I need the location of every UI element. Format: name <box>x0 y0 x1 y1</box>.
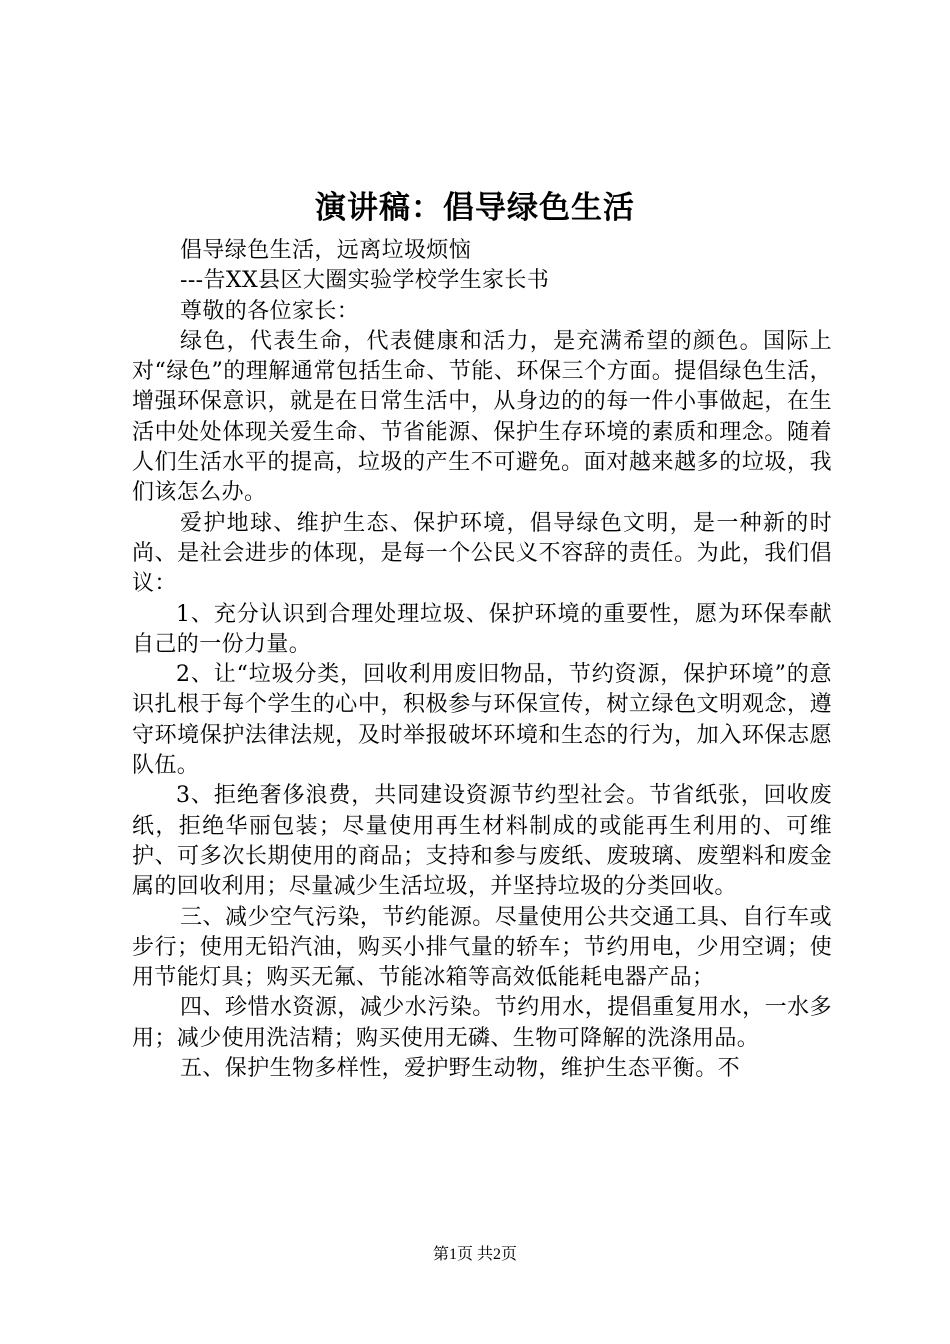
paragraph-heading-line: 倡导绿色生活，远离垃圾烦恼 <box>180 238 472 263</box>
page-footer: 第1页 共2页 <box>432 1246 517 1263</box>
document-title: 演讲稿：倡导绿色生活 <box>315 190 635 226</box>
paragraph-proposal: 爱护地球、维护生态、保护环境，倡导绿色文明，是一种新的时尚、是社会进步的体现，是每一个公民义不容辞的责任。为此，我们倡议： <box>132 510 832 597</box>
paragraph-item-3: 3、拒绝奢侈浪费，共同建设资源节约型社会。节省纸张，回收废纸，拒绝华丽包装；尽量使用再生材料制成的或能再生利用的、可维护、可多次长期使用的商品；支持和参与废纸、废玻璃、废塑料和废金属的回收利用；尽量减少生活垃圾，并坚持垃圾的分类回收。 <box>132 783 832 900</box>
paragraph-item-three: 三、减少空气污染，节约能源。尽量使用公共交通工具、自行车或步行；使用无铅汽油，购买小排气量的轿车；节约用电，少用空调；使用节能灯具；购买无氟、节能冰箱等高效低能耗电器产品； <box>132 904 832 991</box>
paragraph-salutation: 尊敬的各位家长： <box>180 298 360 324</box>
paragraph-intro: 绿色，代表生命，代表健康和活力，是充满希望的颜色。国际上对“绿色”的理解通常包括生命、节能、环保三个方面。提倡绿色生活，增强环保意识，就是在日常生活中，从身边的的每一件小事做起，在生活中处处体现关爱生命、节省能源、保护生存环境的素质和理念。随着人们生活水平的提高，垃圾的产生不可避免。面对越来越多的垃圾，我们该怎么办。 <box>132 328 832 506</box>
paragraph-item-five: 五、保护生物多样性，爱护野生动物，维护生态平衡。不 <box>180 1056 741 1082</box>
document-body <box>132 236 832 1084</box>
paragraph-item-four: 四、珍惜水资源，减少水污染。节约用水，提倡重复用水，一水多用；减少使用洗洁精；购买使用无磷、生物可降解的洗涤用品。 <box>132 995 832 1051</box>
paragraph-item-1: 1、充分认识到合理处理垃圾、保护环境的重要性，愿为环保奉献自己的一份力量。 <box>132 601 832 657</box>
paragraph-item-2: 2、让“垃圾分类，回收利用废旧物品，节约资源，保护环境”的意识扎根于每个学生的心中，积极参与环保宣传，树立绿色文明观念，遵守环境保护法律法规，及时举报破坏环境和生态的行为，加入环保志愿队伍。 <box>132 662 832 779</box>
paragraph-subtitle-line: ---告XX县区大圈实验学校学生家长书 <box>180 268 550 294</box>
